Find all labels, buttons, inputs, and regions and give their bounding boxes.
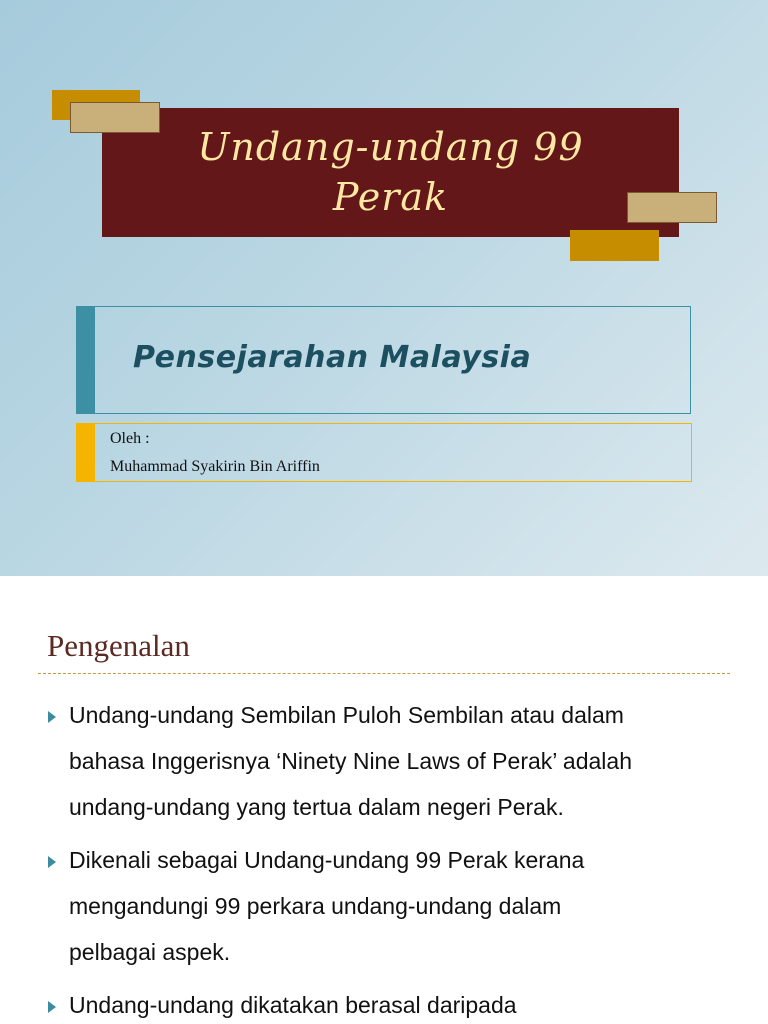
bullet-text-line: Dikenali sebagai Undang-undang 99 Perak kerana [69,847,585,873]
subtitle: Pensejarahan Malaysia [133,340,532,375]
subtitle-accent-bar [77,307,95,413]
section-heading: Pengenalan [47,628,190,663]
decorative-gold-block-bottom-right [570,230,659,261]
content-slide [0,576,768,1024]
author-accent-bar [77,424,95,481]
decorative-tan-block-top-left [70,102,160,133]
bullet-arrow-icon [48,1001,56,1013]
title-line-2: Perak [332,175,449,219]
subtitle-box [76,306,691,414]
bullet-arrow-icon [48,856,56,868]
title-line-1: Undang-undang 99 [197,125,584,169]
slide-title [102,122,679,222]
bullet-text-line: mengandungi 99 perkara undang-undang dalam [69,893,562,919]
bullet-text-line: bahasa Inggerisnya ‘Ninety Nine Laws of Perak’ adalah [69,748,632,774]
title-box [102,108,679,237]
bullet-text-line: pelbagai aspek. [69,939,231,965]
bullet-text-line: Undang-undang dikatakan berasal daripada [69,992,517,1018]
heading-divider [38,673,730,674]
bullet-text-line: Undang-undang Sembilan Puloh Sembilan atau dalam [69,702,624,728]
bullet-arrow-icon [48,711,56,723]
author-label: Oleh : [110,430,150,447]
author-box [76,423,692,482]
author-name: Muhammad Syakirin Bin Ariffin [110,458,320,475]
decorative-tan-block-right [627,192,717,223]
bullet-text-line: undang-undang yang tertua dalam negeri Perak. [69,794,564,820]
